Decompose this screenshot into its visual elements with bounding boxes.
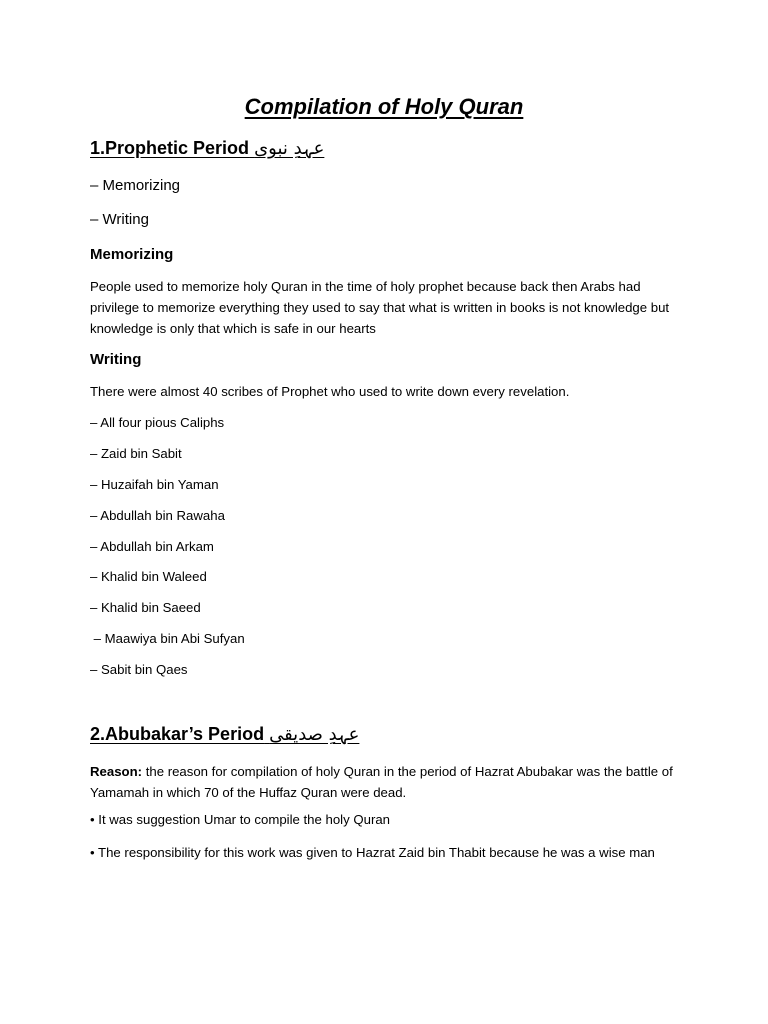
bullet-item: • The responsibility for this work was given to Hazrat Zaid bin Thabit because he was a wise man [90, 845, 655, 860]
list-item: – Maawiya bin Abi Sufyan [90, 631, 245, 646]
list-item: – Khalid bin Saeed [90, 600, 201, 615]
section-heading-abubakar-period [90, 724, 359, 745]
bullet-item: • It was suggestion Umar to compile the holy Quran [90, 812, 391, 827]
section-heading-text: 2.Abubakar’s Period [90, 724, 265, 744]
list-item: – Khalid bin Waleed [90, 569, 207, 584]
list-item: – All four pious Caliphs [90, 415, 225, 430]
list-item: – Memorizing [90, 177, 181, 194]
list-item: – Zaid bin Sabit [90, 446, 182, 461]
list-item: – Writing [90, 211, 149, 228]
section-heading-prophetic-period [90, 138, 324, 159]
reason-label: Reason: [90, 764, 143, 779]
document-title: Compilation of Holy Quran [244, 94, 524, 119]
paragraph-reason [90, 761, 682, 803]
section-heading-urdu: عہدِ صدیقی [269, 724, 360, 745]
paragraph-writing: There were almost 40 scribes of Prophet who used to write down every revelation. [90, 384, 570, 399]
list-item: – Abdullah bin Rawaha [90, 508, 225, 523]
reason-text: the reason for compilation of holy Quran in the period of Hazrat Abubakar was the battle of Yamamah in which 70 of the Huffaz Quran were dead. [90, 764, 673, 800]
section-heading-text: 1.Prophetic Period [90, 138, 250, 158]
paragraph-memorizing: People used to memorize holy Quran in the time of holy prophet because back then Arabs had privilege to memorize everything they used to say that what is written in books is not knowledge but knowledge is only that which is safe in our hearts [90, 279, 670, 336]
list-item: – Abdullah bin Arkam [90, 539, 214, 554]
subheading-memorizing: Memorizing [90, 246, 174, 263]
list-item: – Sabit bin Qaes [90, 662, 188, 677]
subheading-writing: Writing [90, 351, 142, 368]
section-heading-urdu: عہدِ نبوی [254, 138, 325, 159]
list-item: – Huzaifah bin Yaman [90, 477, 219, 492]
